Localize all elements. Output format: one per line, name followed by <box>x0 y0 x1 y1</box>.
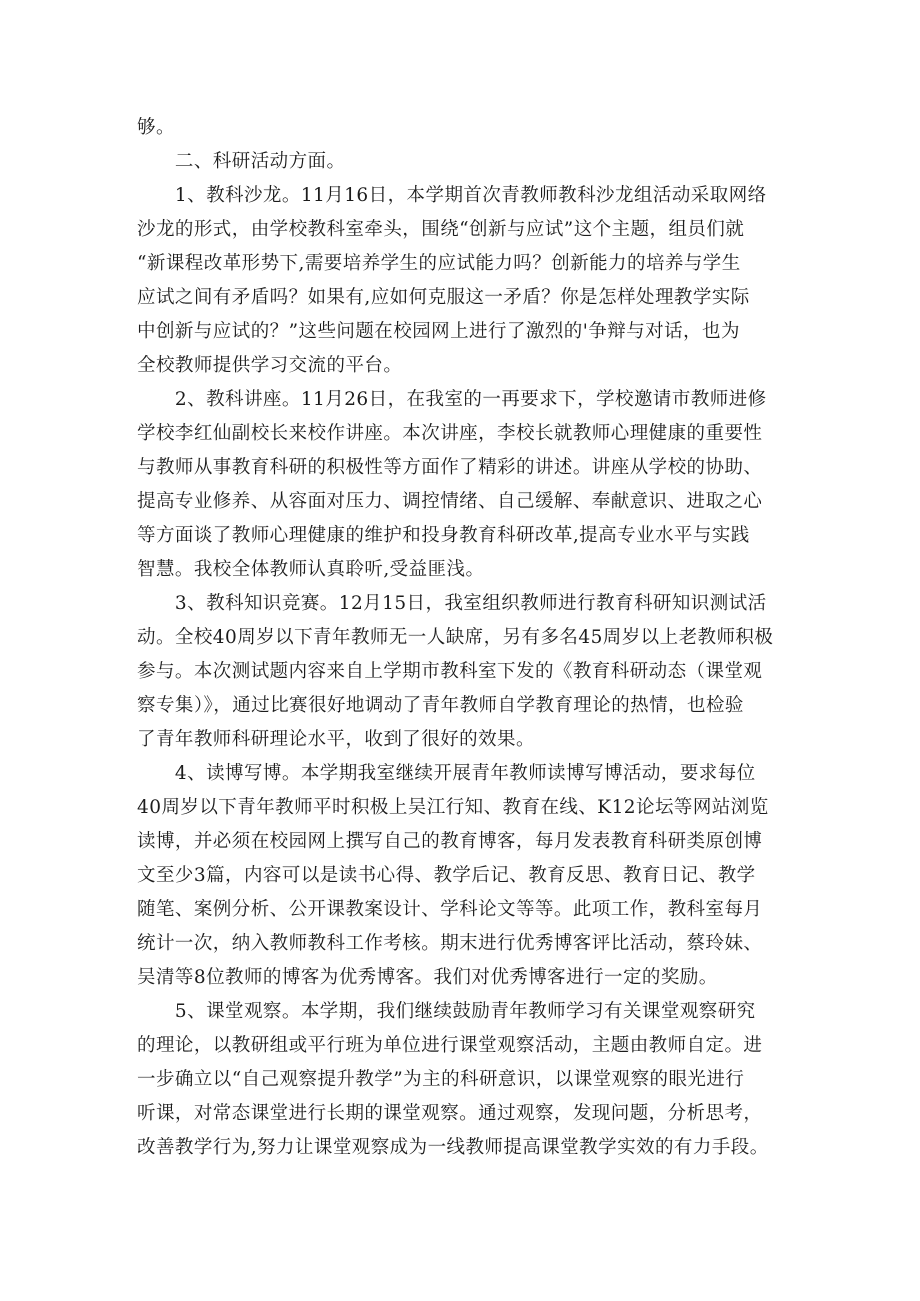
paragraph-contest <box>137 587 787 757</box>
text-line: 3、教科知识竞赛。12月15日，我室组织教师进行教育科研知识测试活 <box>137 593 767 614</box>
text-line: 察专集）》，通过比赛很好地调动了青年教师自学教育理论的热情，也检验 <box>137 695 744 716</box>
text-line: 4、读博写博。本学期我室继续开展青年教师读博写博活动，要求每位 <box>137 763 756 784</box>
text-line: 等方面谈了教师心理健康的维护和投身教育科研改革,提高专业水平与实践 <box>137 525 750 546</box>
text-line: 文至少3篇，内容可以是读书心得、教学后记、教育反思、教育日记、教学 <box>137 865 756 886</box>
text-line: 听课，对常态课堂进行长期的课堂观察。通过观察，发现问题，分析思考， <box>137 1103 763 1124</box>
text-line: 沙龙的形式，由学校教科室牵头，围绕“创新与应试”这个主题，组员们就 <box>137 219 745 240</box>
text-line: 全校教师提供学习交流的平台。 <box>137 355 403 376</box>
text-line: 了青年教师科研理论水平，收到了很好的效果。 <box>137 729 535 750</box>
text-line: 智慧。我校全体教师认真聆听,受益匪浅。 <box>137 559 485 580</box>
text-line: 中创新与应试的？”这些问题在校园网上进行了激烈的'争辩与对话，也为 <box>137 321 740 342</box>
text-line: 改善教学行为,努力让课堂观察成为一线教师提高课堂教学实效的有力手段。 <box>137 1137 769 1158</box>
text-line: 一步确立以“自己观察提升教学”为主的科研意识，以课堂观察的眼光进行 <box>137 1069 745 1090</box>
text-line: 吴清等8位教师的博客为优秀博客。我们对优秀博客进行一定的奖励。 <box>137 967 718 988</box>
text-line: 动。全校40周岁以下青年教师无一人缺席，另有多名45周岁以上老教师积极 <box>137 627 774 648</box>
paragraph-salon <box>137 179 787 383</box>
text-line: 二、科研活动方面。 <box>137 151 346 172</box>
text-line: 学校李红仙副校长来校作讲座。本次讲座，李校长就教师心理健康的重要性 <box>137 423 763 444</box>
text-line: “新课程改革形势下,需要培养学生的应试能力吗？创新能力的培养与学生 <box>137 253 741 274</box>
text-line: 应试之间有矛盾吗？如果有,应如何克服这一矛盾？你是怎样处理教学实际 <box>137 287 750 308</box>
text-line: 提高专业修养、从容面对压力、调控情绪、自己缓解、奉献意识、进取之心 <box>137 491 763 512</box>
text-line: 统计一次，纳入教师教科工作考核。期末进行优秀博客评比活动，蔡玲妹、 <box>137 933 763 954</box>
text-line: 40周岁以下青年教师平时积极上吴江行知、教育在线、K12论坛等网站浏览 <box>137 797 769 818</box>
text-line: 1、教科沙龙。11月16日，本学期首次青教师教科沙龙组活动采取网络 <box>137 185 767 206</box>
text-line: 2、教科讲座。11月26日，在我室的一再要求下，学校邀请市教师进修 <box>137 389 767 410</box>
text-line: 的理论，以教研组或平行班为单位进行课堂观察活动，主题由教师自定。进 <box>137 1035 763 1056</box>
document-body <box>137 111 787 1165</box>
text-line: 5、课堂观察。本学期，我们继续鼓励青年教师学习有关课堂观察研究 <box>137 1001 756 1022</box>
paragraph-continuation <box>137 111 787 145</box>
text-line: 与教师从事教育科研的积极性等方面作了精彩的讲述。讲座从学校的协助、 <box>137 457 763 478</box>
section-heading <box>137 145 787 179</box>
text-line: 参与。本次测试题内容来自上学期市教科室下发的《教育科研动态（课堂观 <box>137 661 763 682</box>
paragraph-blogging <box>137 757 787 995</box>
paragraph-observation <box>137 995 787 1165</box>
paragraph-lecture <box>137 383 787 587</box>
text-line: 够。 <box>137 117 175 138</box>
text-line: 读博，并必须在校园网上撰写自己的教育博客，每月发表教育科研类原创博 <box>137 831 763 852</box>
text-line: 随笔、案例分析、公开课教案设计、学科论文等等。此项工作，教科室每月 <box>137 899 763 920</box>
